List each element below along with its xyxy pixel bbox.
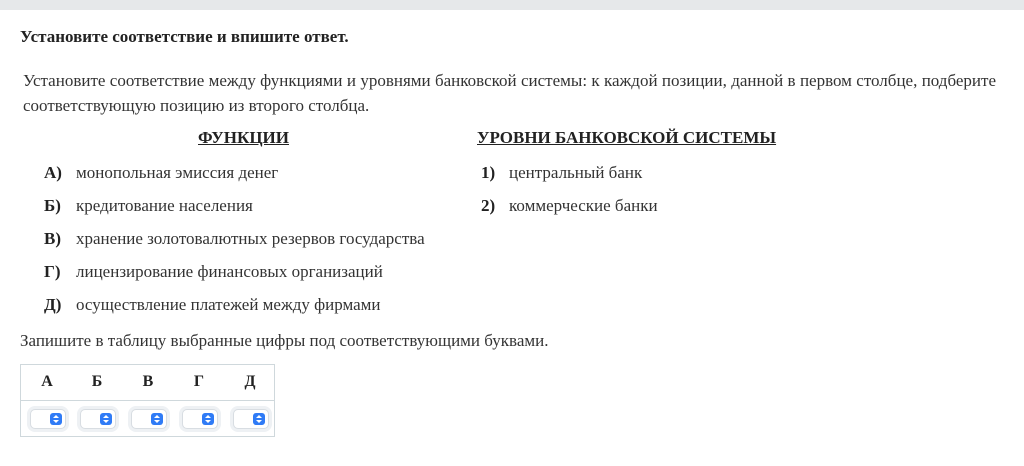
function-item-label: А): [44, 163, 62, 182]
level-item-label: 1): [481, 163, 496, 182]
function-item: [44, 295, 381, 315]
function-item: [44, 196, 253, 216]
answer-header-d: Д: [244, 373, 256, 390]
task-text: Установите соответствие между функциями и уровнями банковской системы: к каждой позиции, данной в первом столбце, подберите соответствующую позицию из второго столбца.: [23, 71, 996, 115]
select-chevron-icon: [100, 413, 112, 425]
answer-header-v: В: [142, 373, 154, 390]
answer-select-d[interactable]: [233, 409, 269, 429]
function-item: [44, 229, 425, 249]
function-item: [44, 262, 383, 282]
answer-table: [20, 364, 275, 437]
function-item-text: осуществление платежей между фирмами: [76, 295, 381, 314]
levels-column-title: УРОВНИ БАНКОВСКОЙ СИСТЕМЫ: [477, 128, 777, 147]
answer-select-b[interactable]: [80, 409, 116, 429]
function-item-label: Д): [44, 295, 62, 314]
top-bar: [0, 0, 1024, 10]
select-chevron-icon: [202, 413, 214, 425]
function-item-text: кредитование населения: [76, 196, 253, 215]
answer-select-g[interactable]: [182, 409, 218, 429]
select-chevron-icon: [253, 413, 265, 425]
function-item-label: Г): [44, 262, 61, 281]
select-chevron-icon: [151, 413, 163, 425]
function-item-label: В): [44, 229, 61, 248]
task-header: Установите соответствие и впишите ответ.: [20, 27, 349, 46]
functions-column-title: ФУНКЦИИ: [198, 128, 290, 147]
level-item-text: коммерческие банки: [509, 196, 658, 215]
function-item-text: лицензирование финансовых организаций: [76, 262, 383, 281]
answer-select-a[interactable]: [30, 409, 66, 429]
answer-header-a: А: [41, 373, 53, 390]
level-item: [481, 163, 642, 183]
function-item-text: монопольная эмиссия денег: [76, 163, 279, 182]
answer-header-b: Б: [91, 373, 103, 390]
function-item-text: хранение золотовалютных резервов государства: [76, 229, 425, 248]
answer-select-v[interactable]: [131, 409, 167, 429]
level-item-label: 2): [481, 196, 496, 215]
answer-header-g: Г: [193, 373, 205, 390]
function-item: [44, 163, 278, 183]
answer-table-header: [21, 365, 274, 401]
function-item-label: Б): [44, 196, 61, 215]
answer-instruction: Запишите в таблицу выбранные цифры под соответствующими буквами.: [20, 331, 549, 350]
level-item-text: центральный банк: [509, 163, 643, 182]
select-chevron-icon: [50, 413, 62, 425]
level-item: [481, 196, 658, 216]
